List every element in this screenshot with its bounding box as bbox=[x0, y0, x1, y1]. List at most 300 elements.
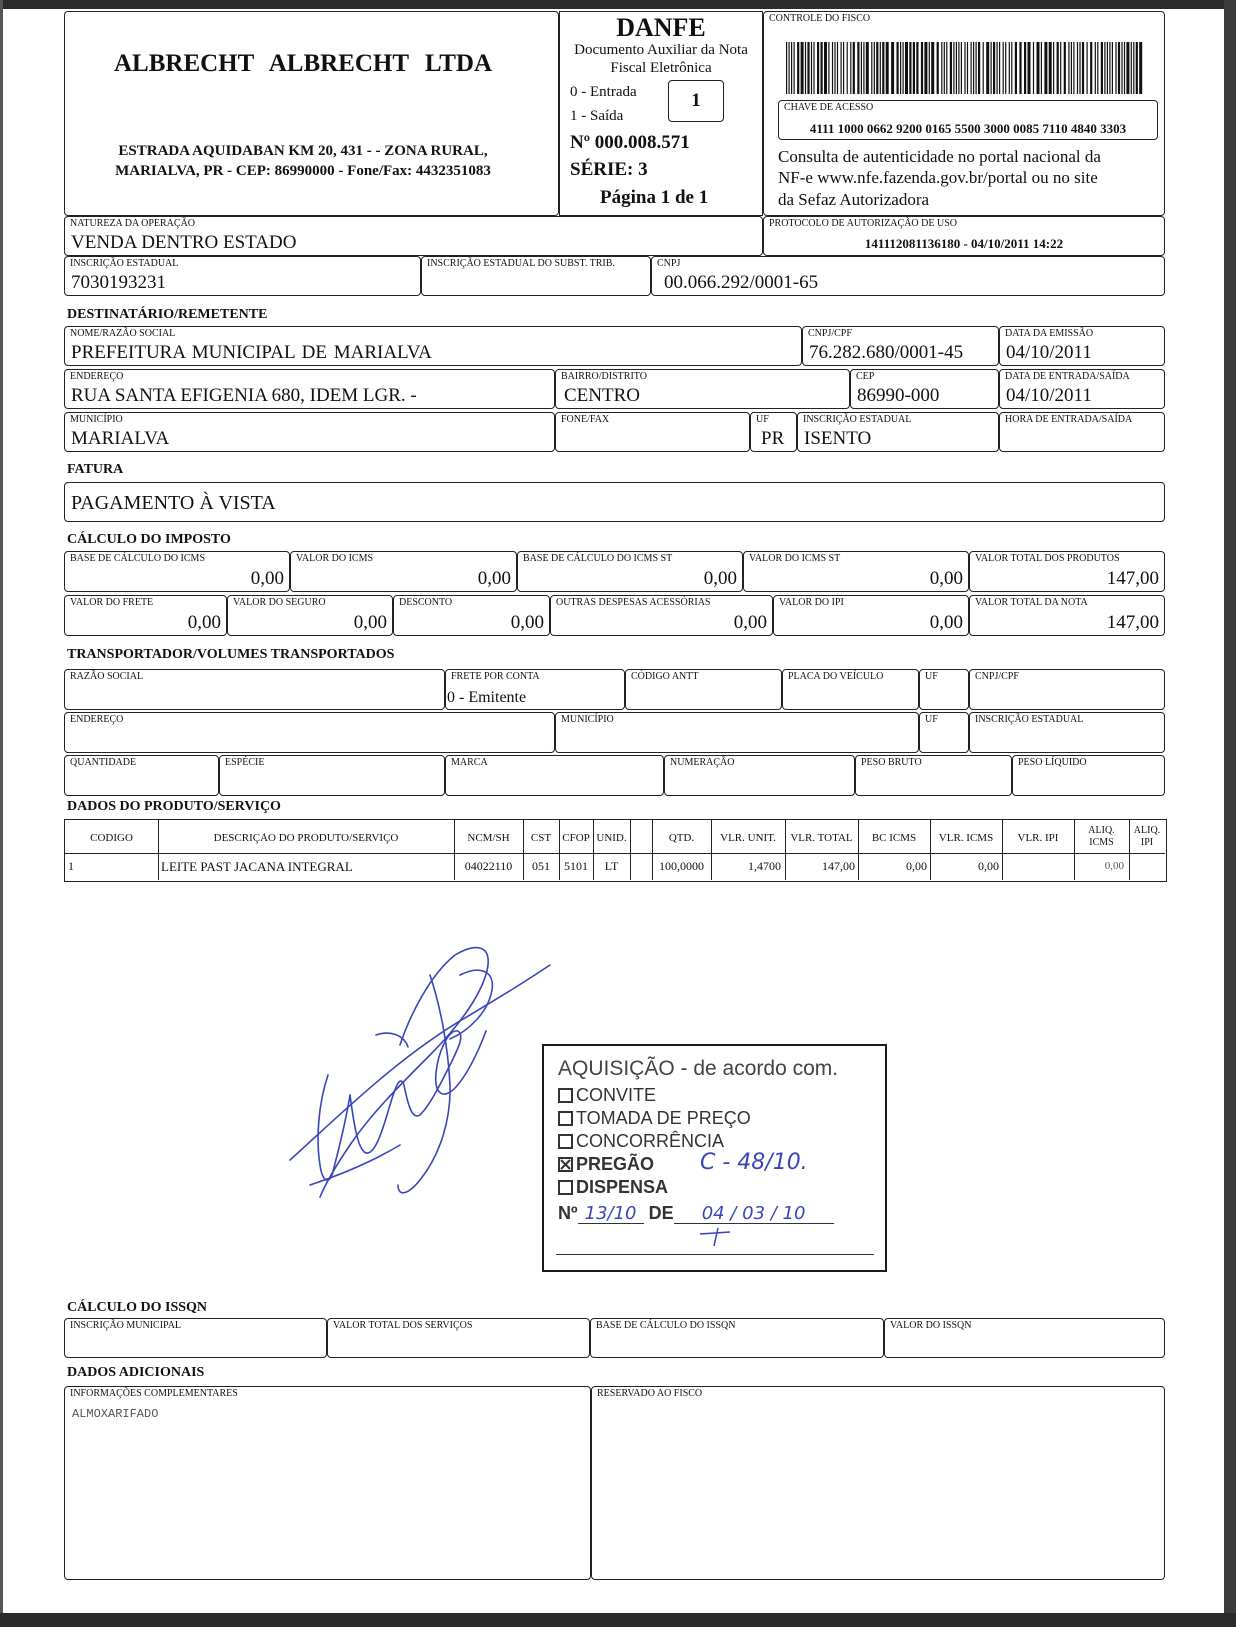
barcode-bar bbox=[921, 42, 923, 94]
barcode-bar bbox=[1109, 42, 1110, 94]
aquisicao-stamp bbox=[542, 1044, 887, 1272]
info-complementares-label: INFORMAÇÕES COMPLEMENTARES bbox=[70, 1388, 238, 1399]
barcode-bar bbox=[986, 42, 989, 94]
seguro-box bbox=[227, 595, 393, 636]
barcode-bar bbox=[1090, 42, 1092, 94]
danfe-serie: SÉRIE: 3 bbox=[570, 159, 648, 180]
fatura-titulo: FATURA bbox=[67, 462, 124, 477]
transp-ie-box bbox=[969, 712, 1165, 753]
transp-numeracao-label: NUMERAÇÃO bbox=[670, 757, 735, 768]
barcode-bar bbox=[834, 42, 835, 94]
barcode-bar bbox=[897, 42, 899, 94]
dest-cnpj-box bbox=[802, 326, 999, 366]
transp-quantidade-label: QUANTIDADE bbox=[70, 757, 137, 768]
barcode-bar bbox=[789, 42, 790, 94]
scan-edge-right bbox=[1224, 0, 1236, 1627]
info-complementares: ALMOXARIFADO bbox=[72, 1407, 159, 1421]
barcode-bar bbox=[1064, 42, 1066, 94]
info-complementares-box bbox=[64, 1386, 591, 1580]
fisco-box bbox=[763, 11, 1165, 216]
th-aliq-icms-1: ALÍQ. bbox=[1088, 826, 1115, 836]
th-cfop: CFOP bbox=[562, 833, 590, 844]
barcode-bar bbox=[903, 42, 904, 94]
barcode-bar bbox=[1095, 42, 1096, 94]
emitente-box bbox=[64, 11, 559, 216]
col-divider bbox=[1002, 820, 1003, 880]
checkbox-icon bbox=[558, 1111, 573, 1126]
danfe-tipo-box bbox=[668, 80, 724, 122]
th-vlr-ipi: VLR. IPI bbox=[1017, 833, 1059, 844]
th-vlr-unit: VLR. UNIT. bbox=[720, 833, 776, 844]
td-vlr-icms: 0,00 bbox=[978, 860, 999, 872]
stamp-concorrencia bbox=[558, 1132, 724, 1150]
barcode-bar bbox=[786, 42, 787, 94]
ie-box bbox=[64, 256, 421, 296]
transp-frete-label: FRETE POR CONTA bbox=[451, 671, 540, 682]
reservado-fisco-label: RESERVADO AO FISCO bbox=[597, 1388, 703, 1399]
frete-box bbox=[64, 595, 227, 636]
barcode-bar bbox=[1136, 42, 1138, 94]
th-vlr-total: VLR. TOTAL bbox=[790, 833, 853, 844]
td-ncm: 04022110 bbox=[464, 860, 513, 872]
transp-peso-bruto-box bbox=[855, 755, 1012, 796]
barcode-bar bbox=[905, 42, 908, 94]
td-cst: 051 bbox=[532, 860, 550, 872]
barcode-bar bbox=[1009, 42, 1010, 94]
barcode-bar bbox=[832, 42, 833, 94]
base-icms-box bbox=[64, 551, 290, 592]
dest-cep-label: CEP bbox=[856, 371, 875, 382]
barcode-bar bbox=[1115, 42, 1116, 94]
ie-st-box bbox=[421, 256, 651, 296]
valor-icms-label: VALOR DO ICMS bbox=[296, 553, 374, 564]
base-icms: 0,00 bbox=[250, 568, 284, 590]
stamp-anotacao: C - 48/10. bbox=[700, 1150, 808, 1175]
dest-cnpj: 76.282.680/0001-45 bbox=[809, 342, 964, 364]
desconto-label: DESCONTO bbox=[399, 597, 453, 608]
barcode-bar bbox=[1118, 42, 1120, 94]
base-st-box bbox=[517, 551, 743, 592]
transp-razao-box bbox=[64, 669, 445, 710]
barcode-bar bbox=[811, 42, 812, 94]
valor-icms: 0,00 bbox=[477, 568, 511, 590]
barcode-bar bbox=[1005, 42, 1006, 94]
td-unid: LT bbox=[604, 860, 619, 872]
barcode-bar bbox=[909, 42, 911, 94]
seguro-label: VALOR DO SEGURO bbox=[233, 597, 326, 608]
barcode-bar bbox=[993, 42, 995, 94]
outras: 0,00 bbox=[733, 612, 767, 634]
ipi-label: VALOR DO IPI bbox=[779, 597, 844, 608]
stamp-concorrencia-label: CONCORRÊNCIA bbox=[576, 1131, 725, 1151]
barcode-bar bbox=[801, 42, 804, 94]
barcode-bar bbox=[1126, 42, 1129, 94]
natureza-operacao-box bbox=[64, 216, 763, 256]
th-unid: UNID. bbox=[596, 833, 627, 844]
stamp-numero-prefixo: Nº bbox=[558, 1203, 578, 1223]
transp-placa-box bbox=[782, 669, 919, 710]
stamp-convite-label: CONVITE bbox=[576, 1085, 657, 1105]
checkbox-icon bbox=[558, 1180, 573, 1195]
dest-endereco-label: ENDEREÇO bbox=[70, 371, 124, 382]
dest-entrada-box bbox=[999, 369, 1165, 409]
barcode-bar bbox=[791, 42, 792, 94]
dest-entrada-label: DATA DE ENTRADA/SAÍDA bbox=[1005, 371, 1130, 382]
barcode-bar bbox=[971, 42, 972, 94]
dest-ie: ISENTO bbox=[804, 428, 872, 450]
th-cst: CST bbox=[530, 833, 552, 844]
protocolo-box bbox=[763, 216, 1165, 256]
transp-uf2-label: UF bbox=[925, 714, 938, 725]
danfe-subtitulo-1: Documento Auxiliar da Nota bbox=[574, 42, 748, 58]
transp-peso-bruto-label: PESO BRUTO bbox=[861, 757, 922, 768]
th-codigo: CODIGO bbox=[90, 833, 133, 844]
dest-bairro-label: BAIRRO/DISTRITO bbox=[561, 371, 647, 382]
barcode-bar bbox=[891, 42, 894, 94]
danfe-titulo: DANFE bbox=[616, 13, 706, 42]
barcode-bar bbox=[941, 42, 942, 94]
barcode-bar bbox=[847, 42, 848, 94]
barcode-bar bbox=[1131, 42, 1132, 94]
barcode-bar bbox=[1101, 42, 1103, 94]
barcode-bar bbox=[913, 42, 915, 94]
transp-uf-label: UF bbox=[925, 671, 938, 682]
cnpj-emitente-box bbox=[651, 256, 1165, 296]
dest-municipio: MARIALVA bbox=[71, 428, 170, 450]
dest-emissao: 04/10/2011 bbox=[1006, 342, 1092, 364]
barcode-bar bbox=[886, 42, 889, 94]
stamp-tomada-label: TOMADA DE PREÇO bbox=[576, 1108, 751, 1128]
barcode-bar bbox=[997, 42, 998, 94]
desconto: 0,00 bbox=[510, 612, 544, 634]
barcode-bar bbox=[876, 42, 878, 94]
barcode-bar bbox=[961, 42, 962, 94]
barcode-bar bbox=[976, 42, 977, 94]
adicionais-titulo: DADOS ADICIONAIS bbox=[67, 1365, 205, 1380]
transp-ie-label: INSCRIÇÃO ESTADUAL bbox=[975, 714, 1084, 725]
th-bc-icms: BC ICMS bbox=[871, 833, 917, 844]
emitente-endereco-2: MARIALVA, PR - CEP: 86990000 - Fone/Fax: 4432351083 bbox=[115, 162, 491, 179]
issqn-titulo: CÁLCULO DO ISSQN bbox=[67, 1300, 208, 1315]
transp-peso-liquido-label: PESO LÍQUIDO bbox=[1018, 757, 1087, 768]
icms-st-box bbox=[743, 551, 969, 592]
transp-uf-box bbox=[919, 669, 969, 710]
outras-box bbox=[550, 595, 773, 636]
total-nota-box bbox=[969, 595, 1165, 636]
barcode-bar bbox=[1079, 42, 1080, 94]
stamp-titulo: AQUISIÇÃO - de acordo com. bbox=[558, 1057, 839, 1080]
dest-ie-box bbox=[797, 412, 999, 452]
dest-cep: 86990-000 bbox=[857, 385, 940, 407]
scan-edge-top bbox=[0, 0, 1236, 9]
barcode-bar bbox=[850, 42, 851, 94]
th-aliq-icms-2: ICMS bbox=[1089, 838, 1114, 848]
barcode-bar bbox=[1028, 42, 1031, 94]
dest-hora-box bbox=[999, 412, 1165, 452]
consulta-linha-1: Consulta de autenticidade no portal nacional da bbox=[778, 147, 1101, 166]
transp-antt-label: CÓDIGO ANTT bbox=[631, 671, 699, 682]
dest-uf-box bbox=[750, 412, 797, 452]
dest-municipio-box bbox=[64, 412, 555, 452]
dest-nome: PREFEITURA MUNICIPAL DE MARIALVA bbox=[71, 342, 432, 364]
checkbox-icon bbox=[558, 1088, 573, 1103]
barcode-bar bbox=[1053, 42, 1054, 94]
barcode-bar bbox=[1082, 42, 1084, 94]
th-aliq-ipi-1: ALÍQ. bbox=[1133, 826, 1161, 836]
destinatario-titulo: DESTINATÁRIO/REMETENTE bbox=[67, 307, 268, 322]
transp-razao-label: RAZÃO SOCIAL bbox=[70, 671, 144, 682]
dest-hora-label: HORA DE ENTRADA/SAÍDA bbox=[1005, 414, 1133, 425]
barcode bbox=[786, 42, 1146, 94]
barcode-bar bbox=[841, 42, 842, 94]
stamp-tomada bbox=[558, 1109, 751, 1127]
transp-frete-box bbox=[445, 669, 625, 710]
barcode-bar bbox=[1044, 42, 1047, 94]
emitente-endereco-1: ESTRADA AQUIDABAN KM 20, 431 - - ZONA RURAL, bbox=[118, 143, 488, 159]
danfe-entrada: 0 - Entrada bbox=[570, 84, 637, 100]
barcode-bar bbox=[1037, 42, 1040, 94]
frete: 0,00 bbox=[187, 612, 221, 634]
barcode-bar bbox=[1124, 42, 1125, 94]
stamp-dispensa bbox=[558, 1178, 668, 1196]
barcode-bar bbox=[916, 42, 918, 94]
transp-uf2-box bbox=[919, 712, 969, 753]
icms-st-label: VALOR DO ICMS ST bbox=[749, 553, 841, 564]
dest-emissao-label: DATA DA EMISSÃO bbox=[1005, 328, 1094, 339]
valor-icms-box bbox=[290, 551, 517, 592]
emitente-endereco bbox=[65, 142, 541, 181]
produtos-titulo: DADOS DO PRODUTO/SERVIÇO bbox=[67, 799, 281, 814]
transp-especie-box bbox=[219, 755, 445, 796]
transp-municipio-box bbox=[555, 712, 919, 753]
th-qtd: QTD. bbox=[668, 833, 695, 844]
fatura-box bbox=[64, 482, 1165, 522]
barcode-bar bbox=[805, 42, 806, 94]
barcode-bar bbox=[956, 42, 957, 94]
td-qtd: 100,0000 bbox=[659, 860, 704, 872]
transp-numeracao-box bbox=[664, 755, 855, 796]
barcode-bar bbox=[944, 42, 945, 94]
barcode-bar bbox=[1024, 42, 1026, 94]
issqn-im-box bbox=[64, 1318, 327, 1358]
dest-bairro: CENTRO bbox=[564, 385, 640, 407]
barcode-bar bbox=[1060, 42, 1061, 94]
barcode-bar bbox=[857, 42, 859, 94]
transp-municipio-label: MUNICÍPIO bbox=[561, 714, 614, 725]
chave-acesso: 4111 1000 0662 9200 0165 5500 3000 0085 7110 4840 3303 bbox=[809, 121, 1127, 136]
dest-endereco: RUA SANTA EFIGENIA 680, IDEM LGR. - bbox=[71, 385, 417, 407]
danfe-box bbox=[559, 11, 763, 216]
col-divider bbox=[158, 820, 159, 880]
dest-nome-label: NOME/RAZÃO SOCIAL bbox=[70, 328, 176, 339]
ipi: 0,00 bbox=[929, 612, 963, 634]
barcode-bar bbox=[991, 42, 992, 94]
transp-endereco-box bbox=[64, 712, 555, 753]
dest-nome-box bbox=[64, 326, 802, 366]
barcode-bar bbox=[1077, 42, 1078, 94]
consulta-texto bbox=[778, 146, 1101, 210]
barcode-bar bbox=[1139, 42, 1142, 94]
imposto-titulo: CÁLCULO DO IMPOSTO bbox=[67, 532, 231, 547]
protocolo: 141112081136180 - 04/10/2011 14:22 bbox=[864, 236, 1064, 251]
transp-peso-liquido-box bbox=[1012, 755, 1165, 796]
barcode-bar bbox=[1068, 42, 1069, 94]
td-aliq-icms: 0,00 bbox=[1104, 861, 1124, 872]
frete-label: VALOR DO FRETE bbox=[70, 597, 154, 608]
col-divider bbox=[630, 820, 631, 880]
barcode-bar bbox=[953, 42, 954, 94]
th-descricao: DESCRIÇÃO DO PRODUTO/SERVIÇO bbox=[213, 833, 399, 844]
checkbox-icon bbox=[558, 1134, 573, 1149]
td-bc-icms: 0,00 bbox=[906, 860, 927, 872]
base-icms-label: BASE DE CÁLCULO DO ICMS bbox=[70, 553, 206, 564]
td-cfop: 5101 bbox=[564, 860, 588, 872]
barcode-bar bbox=[967, 42, 968, 94]
danfe-numero: Nº 000.008.571 bbox=[570, 132, 690, 153]
barcode-bar bbox=[1107, 42, 1108, 94]
dest-cnpj-label: CNPJ/CPF bbox=[808, 328, 852, 339]
stamp-de: DE bbox=[648, 1203, 674, 1223]
scan-edge-bottom bbox=[0, 1613, 1236, 1627]
total-produtos: 147,00 bbox=[1106, 568, 1159, 590]
ie-st-label: INSCRIÇÃO ESTADUAL DO SUBST. TRIB. bbox=[427, 258, 615, 269]
barcode-bar bbox=[1073, 42, 1074, 94]
td-vlr-total: 147,00 bbox=[822, 860, 855, 872]
danfe-saida: 1 - Saída bbox=[570, 108, 624, 124]
transp-quantidade-box bbox=[64, 755, 219, 796]
dest-fone-box bbox=[555, 412, 750, 452]
barcode-bar bbox=[983, 42, 984, 94]
barcode-bar bbox=[807, 42, 809, 94]
dest-entrada: 04/10/2011 bbox=[1006, 385, 1092, 407]
barcode-bar bbox=[797, 42, 799, 94]
transp-cnpj-label: CNPJ/CPF bbox=[975, 671, 1019, 682]
barcode-bar bbox=[824, 42, 827, 94]
total-produtos-box bbox=[969, 551, 1165, 592]
dest-uf-label: UF bbox=[756, 414, 769, 425]
barcode-bar bbox=[1104, 42, 1105, 94]
barcode-bar bbox=[874, 42, 875, 94]
outras-label: OUTRAS DESPESAS ACESSÓRIAS bbox=[556, 597, 711, 608]
transp-placa-label: PLACA DO VEÍCULO bbox=[788, 671, 884, 682]
barcode-bar bbox=[929, 42, 930, 94]
dest-bairro-box bbox=[555, 369, 850, 409]
dest-fone-label: FONE/FAX bbox=[561, 414, 610, 425]
chave-acesso-box bbox=[778, 100, 1158, 140]
th-ncm: NCM/SH bbox=[467, 833, 510, 844]
transp-marca-label: MARCA bbox=[451, 757, 488, 768]
stamp-data: 04 / 03 / 10 bbox=[674, 1205, 834, 1224]
barcode-bar bbox=[931, 42, 934, 94]
barcode-bar bbox=[871, 42, 872, 94]
dest-municipio-label: MUNICÍPIO bbox=[70, 414, 123, 425]
danfe-tipo: 1 bbox=[691, 90, 701, 111]
th-aliq-ipi-2: IPI bbox=[1140, 838, 1154, 848]
stamp-handwritten-mark bbox=[696, 1226, 736, 1248]
barcode-bar bbox=[1097, 42, 1098, 94]
chave-acesso-label: CHAVE DE ACESSO bbox=[784, 102, 874, 113]
produtos-table bbox=[64, 819, 1167, 882]
emitente-nome: ALBRECHT ALBRECHT LTDA bbox=[114, 50, 492, 77]
dest-ie-label: INSCRIÇÃO ESTADUAL bbox=[803, 414, 912, 425]
barcode-bar bbox=[1011, 42, 1012, 94]
transporte-titulo: TRANSPORTADOR/VOLUMES TRANSPORTADOS bbox=[67, 647, 395, 662]
barcode-bar bbox=[837, 42, 838, 94]
barcode-bar bbox=[1041, 42, 1042, 94]
icms-st: 0,00 bbox=[929, 568, 963, 590]
stamp-convite bbox=[558, 1086, 656, 1104]
barcode-bar bbox=[937, 42, 939, 94]
barcode-bar bbox=[1087, 42, 1088, 94]
barcode-bar bbox=[958, 42, 959, 94]
barcode-bar bbox=[978, 42, 980, 94]
transp-frete: 0 - Emitente bbox=[447, 689, 527, 707]
consulta-linha-2: NF-e www.nfe.fazenda.gov.br/portal ou no site bbox=[778, 168, 1098, 188]
td-codigo: 1 bbox=[68, 860, 74, 872]
scan-edge-left bbox=[0, 0, 3, 1627]
ipi-box bbox=[773, 595, 969, 636]
transp-cnpj-box bbox=[969, 669, 1165, 710]
stamp-pregao bbox=[558, 1155, 654, 1173]
barcode-bar bbox=[880, 42, 881, 94]
natureza-operacao: VENDA DENTRO ESTADO bbox=[71, 232, 297, 254]
issqn-valor-label: VALOR DO ISSQN bbox=[890, 1320, 972, 1331]
barcode-bar bbox=[1015, 42, 1017, 94]
barcode-bar bbox=[1019, 42, 1021, 94]
barcode-bar bbox=[794, 42, 795, 94]
barcode-bar bbox=[900, 42, 901, 94]
barcode-bar bbox=[813, 42, 814, 94]
transp-endereco-label: ENDEREÇO bbox=[70, 714, 124, 725]
dest-cep-box bbox=[850, 369, 999, 409]
total-nota: 147,00 bbox=[1106, 612, 1159, 634]
barcode-bar bbox=[828, 42, 829, 94]
td-vlr-unit: 1,4700 bbox=[748, 860, 781, 872]
barcode-bar bbox=[866, 42, 869, 94]
ie-label: INSCRIÇÃO ESTADUAL bbox=[70, 258, 179, 269]
barcode-bar bbox=[999, 42, 1000, 94]
reservado-fisco-box bbox=[591, 1386, 1165, 1580]
barcode-bar bbox=[924, 42, 927, 94]
cnpj-emitente-label: CNPJ bbox=[657, 258, 681, 269]
barcode-bar bbox=[821, 42, 823, 94]
barcode-bar bbox=[1003, 42, 1004, 94]
danfe-subtitulo-2: Fiscal Eletrônica bbox=[610, 60, 712, 76]
barcode-bar bbox=[853, 42, 855, 94]
desconto-box bbox=[393, 595, 550, 636]
dest-emissao-box bbox=[999, 326, 1165, 366]
barcode-bar bbox=[1049, 42, 1052, 94]
seguro: 0,00 bbox=[353, 612, 387, 634]
barcode-bar bbox=[946, 42, 947, 94]
base-st-label: BASE DE CÁLCULO DO ICMS ST bbox=[523, 553, 673, 564]
transp-antt-box bbox=[625, 669, 782, 710]
protocolo-label: PROTOCOLO DE AUTORIZAÇÃO DE USO bbox=[769, 218, 957, 229]
transp-marca-box bbox=[445, 755, 664, 796]
barcode-bar bbox=[843, 42, 844, 94]
barcode-bar bbox=[1033, 42, 1034, 94]
barcode-bar bbox=[817, 42, 819, 94]
transp-especie-label: ESPÉCIE bbox=[225, 757, 265, 768]
issqn-servicos-label: VALOR TOTAL DOS SERVIÇOS bbox=[333, 1320, 473, 1331]
consulta-linha-3: da Sefaz Autorizadora bbox=[778, 189, 930, 209]
barcode-bar bbox=[973, 42, 974, 94]
danfe-pagina: Página 1 de 1 bbox=[600, 187, 709, 208]
stamp-dispensa-label: DISPENSA bbox=[576, 1177, 669, 1197]
th-vlr-icms: VLR. ICMS bbox=[938, 833, 994, 844]
produtos-header-divider bbox=[65, 853, 1165, 854]
barcode-bar bbox=[882, 42, 884, 94]
